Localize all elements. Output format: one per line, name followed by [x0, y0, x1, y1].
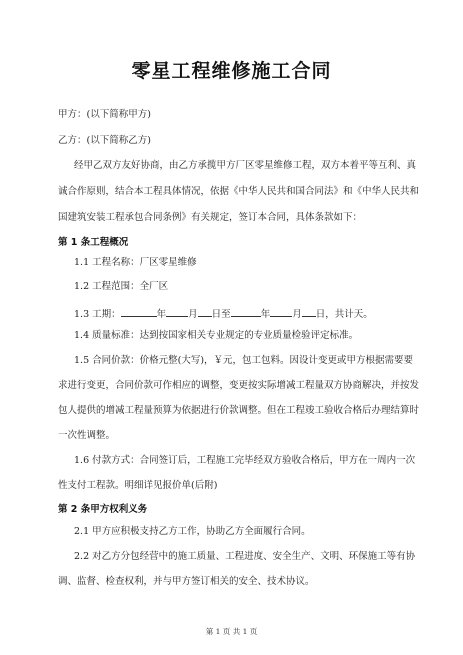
year-label: 年	[156, 309, 167, 320]
clause-1-5: 一次性调整。	[58, 430, 116, 441]
clause-1-5: 包人提供的增减工程量预算为依据进行价款调整。但在工程竣工验收合格后办理结算时	[58, 405, 420, 416]
intro-line: 诚合作原则，结合本工程具体情况，依据《中华人民共和国合同法》和《中华人民共和	[58, 186, 420, 197]
year-label: 年	[260, 309, 271, 320]
clause-1-5: 1.5 合同价款：价格元整(大写)，￥元，包工包料。因设计变更或甲方根据需要要	[74, 355, 414, 366]
clause-1-6: 1.6 付款方式：合同签订后，工程施工完毕经双方验收合格后，甲方在一周内一次	[74, 455, 416, 466]
clause-1-3-prefix: 1.3 工期：	[74, 309, 121, 320]
blank-field	[270, 305, 292, 317]
clause-2-2: 2.2 对乙方分包经营中的施工质量、工程进度、安全生产、文明、环保施工等有协	[74, 551, 416, 562]
document-title: 零星工程维修施工合同	[131, 60, 332, 82]
month-label: 月	[292, 309, 302, 320]
blank-field	[198, 305, 212, 317]
blank-field	[166, 305, 188, 317]
intro-line: 经甲乙双方友好协商，由乙方承揽甲方厂区零星维修工程，双方本着平等互利、真	[74, 160, 417, 171]
clause-1-3	[74, 305, 373, 322]
month-label: 月	[188, 309, 198, 320]
blank-field	[302, 305, 316, 317]
party-b-line: 乙方：(以下简称乙方)	[58, 135, 151, 146]
clause-2-2: 调、监督、检查权利，并与甲方签订相关的安全、技术协议。	[58, 576, 315, 587]
party-a-line: 甲方：(以下简称甲方)	[58, 109, 151, 120]
blank-field	[121, 305, 157, 317]
clause-1-3-suffix: ，共计天。	[325, 309, 373, 320]
day-to-label: 日至	[211, 309, 231, 320]
clause-1-1: 1.1 工程名称：厂区零星维修	[74, 257, 197, 268]
section-2-heading: 第 2 条甲方权利义务	[58, 504, 148, 515]
intro-line: 国建筑安装工程承包合同条例》有关规定，签订本合同，具体条款如下：	[58, 212, 363, 223]
clause-1-2: 1.2 工程范围：全厂区	[74, 281, 169, 292]
page-footer: 第 1 页 共 1 页	[205, 627, 258, 636]
clause-1-5: 求进行变更，合同价款可作相应的调整，变更按实际增减工程量双方协商解决，并按发	[58, 380, 420, 391]
section-1-heading: 第 1 条工程概况	[58, 237, 129, 248]
clause-2-1: 2.1 甲方应积极支持乙方工作，协助乙方全面履行合同。	[74, 526, 311, 537]
clause-1-4: 1.4 质量标准：达到按国家相关专业规定的专业质量检验评定标准。	[74, 330, 359, 341]
blank-field	[231, 305, 261, 317]
day-label: 日	[315, 309, 326, 320]
clause-1-6: 性支付工程款。明细详见报价单(后附)	[58, 480, 218, 491]
